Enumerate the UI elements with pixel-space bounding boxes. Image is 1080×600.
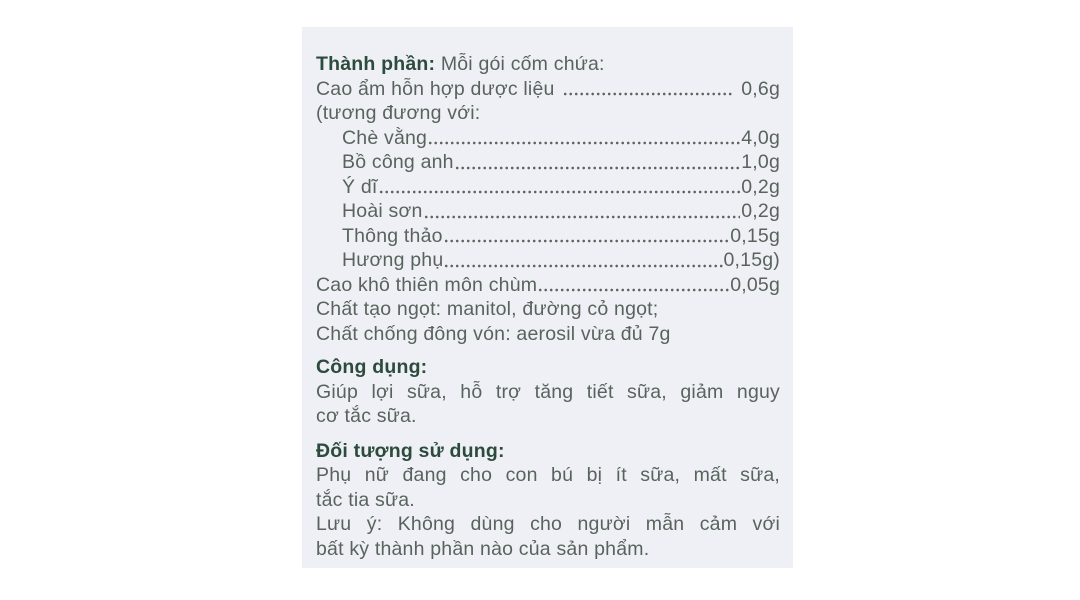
dot-leader xyxy=(379,189,741,195)
note-line: bất kỳ thành phần nào của sản phẩm. xyxy=(316,537,650,560)
extract-value: 0,6g xyxy=(741,77,780,100)
uses-body-line: cơ tắc sữa. xyxy=(316,405,417,427)
target-users-line: tắc tia sữa. xyxy=(316,488,415,511)
dot-leader xyxy=(424,214,741,220)
component-name: Ý dĩ xyxy=(342,175,378,198)
component-row xyxy=(342,199,780,224)
component-row xyxy=(342,150,780,175)
dry-extract-row xyxy=(316,273,780,298)
component-row xyxy=(342,224,780,249)
ingredients-heading-line xyxy=(316,52,780,77)
product-label-panel xyxy=(302,27,793,568)
component-name: Thông thảo xyxy=(342,224,443,247)
dot-leader xyxy=(563,91,734,97)
component-value: 0,2g xyxy=(741,200,780,222)
component-name: Hương phụ xyxy=(342,249,444,271)
component-row xyxy=(342,175,780,200)
target-users-line: Phụ nữ đang cho con bú bị ít sữa, mất sữa, xyxy=(316,464,780,486)
dot-leader xyxy=(444,238,730,244)
dot-leader xyxy=(444,263,722,269)
component-value: 1,0g xyxy=(741,151,780,173)
component-row xyxy=(342,126,780,151)
ingredients-heading-suffix: Mỗi gói cốm chứa: xyxy=(440,53,605,75)
component-value: 0,2g xyxy=(741,175,780,198)
extract-row xyxy=(316,77,780,102)
component-value: 4,0g xyxy=(741,126,780,149)
dot-leader xyxy=(538,287,729,293)
ingredients-heading: Thành phần: xyxy=(316,53,436,75)
anticaking-line: Chất chống đông vón: aerosil vừa đủ 7g xyxy=(316,322,671,345)
dot-leader xyxy=(428,140,740,146)
dot-leader xyxy=(455,165,741,171)
component-value: 0,15g) xyxy=(723,249,780,271)
target-users-heading: Đối tượng sử dụng: xyxy=(316,439,505,462)
component-name: Chè vằng xyxy=(342,126,428,149)
sweetener-line: Chất tạo ngọt: manitol, đường cỏ ngọt; xyxy=(316,298,659,320)
component-name: Hoài sơn xyxy=(342,200,423,222)
uses-heading: Công dụng: xyxy=(316,356,428,378)
component-row xyxy=(342,248,780,273)
component-name: Bồ công anh xyxy=(342,151,454,173)
dry-extract-value: 0,05g xyxy=(730,273,780,296)
equivalent-intro: (tương đương với: xyxy=(316,102,481,124)
uses-body-line: Giúp lợi sữa, hỗ trợ tăng tiết sữa, giảm nguy xyxy=(316,380,780,403)
note-line: Lưu ý: Không dùng cho người mẫn cảm với xyxy=(316,513,780,535)
dry-extract-name: Cao khô thiên môn chùm xyxy=(316,273,538,296)
component-value: 0,15g xyxy=(730,224,780,247)
extract-name: Cao ẩm hỗn hợp dược liệu xyxy=(316,77,555,100)
